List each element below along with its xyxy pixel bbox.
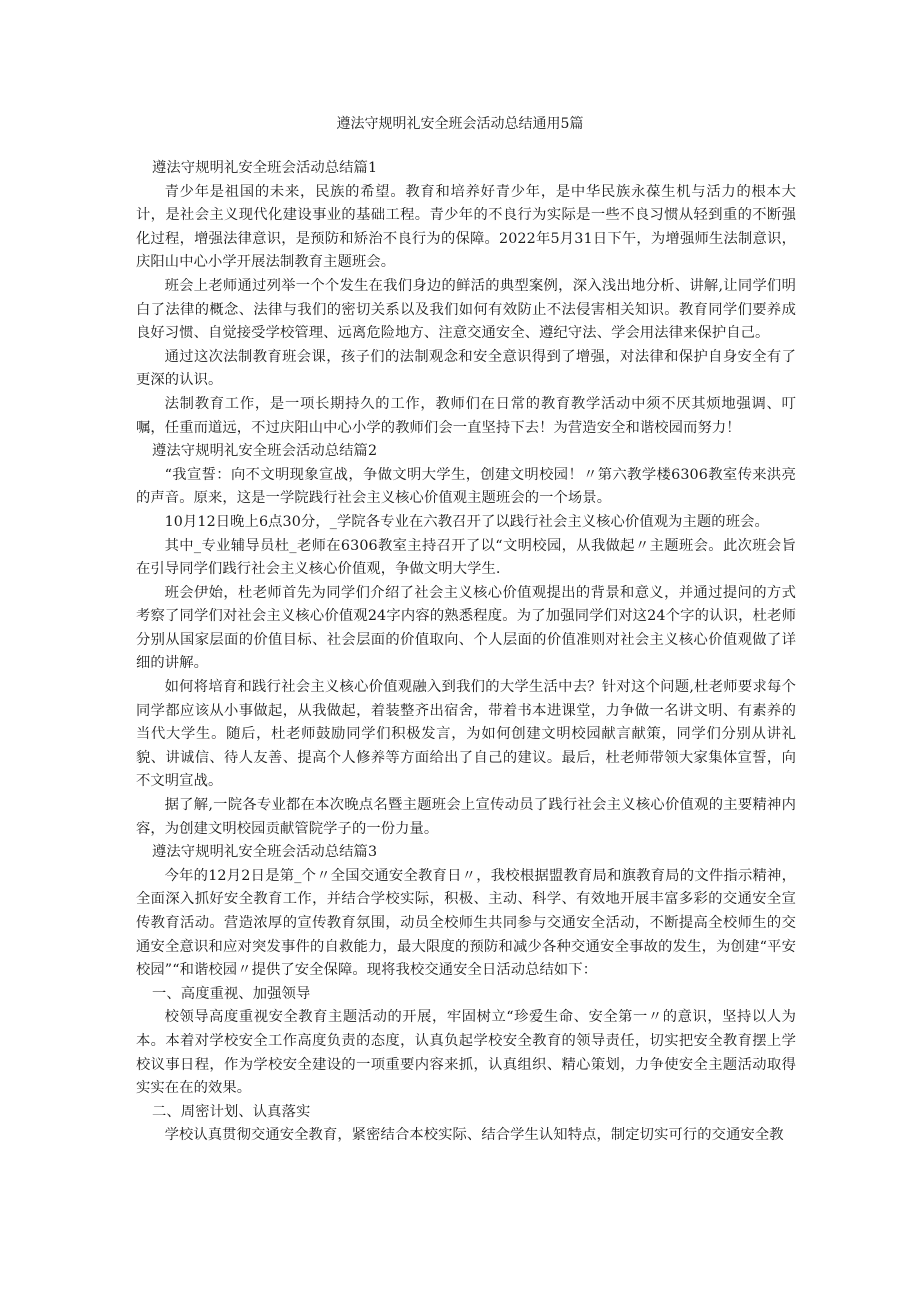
paragraph: 其中_专业辅导员杜_老师在6306教室主持召开了以“文明校园，从我做起〃主题班会。此次班会旨在引导同学们践行社会主义核心价值观，争做文明大学生. bbox=[136, 537, 796, 578]
paragraph: 校领导高度重视安全教育主题活动的开展，牢固树立“珍爱生命、安全第一〃的意识，坚持以人为本。本着对学校安全工作高度负责的态度，认真负起学校安全教育的领导责任，切实把安全教育摆上学校议事日程，作为学校安全建设的一项重要内容来抓，认真组织、精心策划，力争使安全主题活动取得实实在在的效果。 bbox=[136, 1009, 796, 1097]
section-heading: 遵法守规明礼安全班会活动总结篇2 bbox=[152, 443, 378, 460]
document-title: 遵法守规明礼安全班会活动总结通用5篇 bbox=[336, 116, 584, 132]
section-heading: 遵法守规明礼安全班会活动总结篇1 bbox=[152, 160, 378, 176]
paragraph: 青少年是祖国的未来，民族的希望。教育和培养好青少年，是中华民族永葆生机与活力的根本大计，是社会主义现代化建设事业的基础工程。青少年的不良行为实际是一些不良习惯从轻到重的不断强化过程，增强法律意识，是预防和矫治不良行为的保障。2022年5月31日下午，为增强师生法制意识，庆阳山中心小学开展法制教育主题班会。 bbox=[136, 183, 796, 271]
paragraph: 通过这次法制教育班会课，孩子们的法制观念和安全意识得到了增强，对法律和保护自身安全有了更深的认识。 bbox=[136, 348, 796, 389]
paragraph: “我宣誓：向不文明现象宣战，争做文明大学生，创建文明校园！〃第六教学楼6306教室传来洪亮的声音。原来，这是一学院践行社会主义核心价值观主题班会的一个场景。 bbox=[136, 466, 796, 507]
paragraph: 据了解,一院各专业都在本次晚点名暨主题班会上宣传动员了践行社会主义核心价值观的主要精神内容，为创建文明校园贡献管院学子的一份力量。 bbox=[136, 797, 796, 837]
paragraph: 今年的12月2日是第_个〃全国交通安全教育日〃，我校根据盟教育局和旗教育局的文件指示精神，全面深入抓好安全教育工作，并结合学校实际，积极、主动、科学、有效地开展丰富多彩的交通安全宣传教育活动。营造浓厚的宣传教育氛围，动员全校师生共同参与交通安全活动，不断提高全校师生的交通安全意识和应对突发事件的自救能力，最大限度的预防和减少各种交通安全事故的发生，为创建“平安校园”“和谐校园〃提供了安全保障。现将我校交通安全日活动总结如下： bbox=[136, 867, 796, 979]
subsection-heading: 二、周密计划、认真落实 bbox=[152, 1103, 311, 1120]
paragraph: 班会伊始，杜老师首先为同学们介绍了社会主义核心价值观提出的背景和意义，并通过提问的方式考察了同学们对社会主义核心价值观24字内容的熟悉程度。为了加强同学们对这24个字的认识，杜老师分别从国家层面的价值目标、社会层面的价值取向、个人层面的价值准则对社会主义核心价值观做了详细的讲解。 bbox=[136, 584, 796, 672]
paragraph: 如何将培育和践行社会主义核心价值观融入到我们的大学生活中去？针对这个问题,杜老师要求每个同学都应该从小事做起，从我做起，着装整齐出宿舍，带着书本进课堂，力争做一名讲文明、有素养的当代大学生。随后，杜老师鼓励同学们积极发言，为如何创建文明校园献言献策，同学们分别从讲礼貌、讲诚信、待人友善、提高个人修养等方面给出了自己的建议。最后，杜老师带领大家集体宣誓，向不文明宣战。 bbox=[136, 679, 796, 790]
paragraph: 学校认真贯彻交通安全教育，紧密结合本校实际、结合学生认知特点，制定切实可行的交通安全教 bbox=[164, 1127, 784, 1144]
document-body bbox=[136, 157, 796, 1148]
paragraph: 10月12日晚上6点30分，_学院各专业在六教召开了以践行社会主义核心价值观为主题的班会。 bbox=[164, 513, 769, 530]
paragraph: 班会上老师通过列举一个个发生在我们身边的鲜活的典型案例，深入浅出地分析、讲解,让同学们明白了法律的概念、法律与我们的密切关系以及我们如何有效防止不法侵害相关知识。教育同学们要养成良好习惯、自觉接受学校管理、远离危险地方、注意交通安全、遵纪守法、学会用法律来保护自己。 bbox=[136, 277, 796, 342]
section-heading: 遵法守规明礼安全班会活动总结篇3 bbox=[152, 844, 378, 861]
paragraph: 法制教育工作，是一项长期持久的工作，教师们在日常的教育教学活动中须不厌其烦地强调、叮嘱，任重而道远，不过庆阳山中心小学的教师们会一直坚持下去！为营造安全和谐校园而努力！ bbox=[136, 395, 796, 436]
subsection-heading: 一、高度重视、加强领导 bbox=[152, 985, 311, 1002]
